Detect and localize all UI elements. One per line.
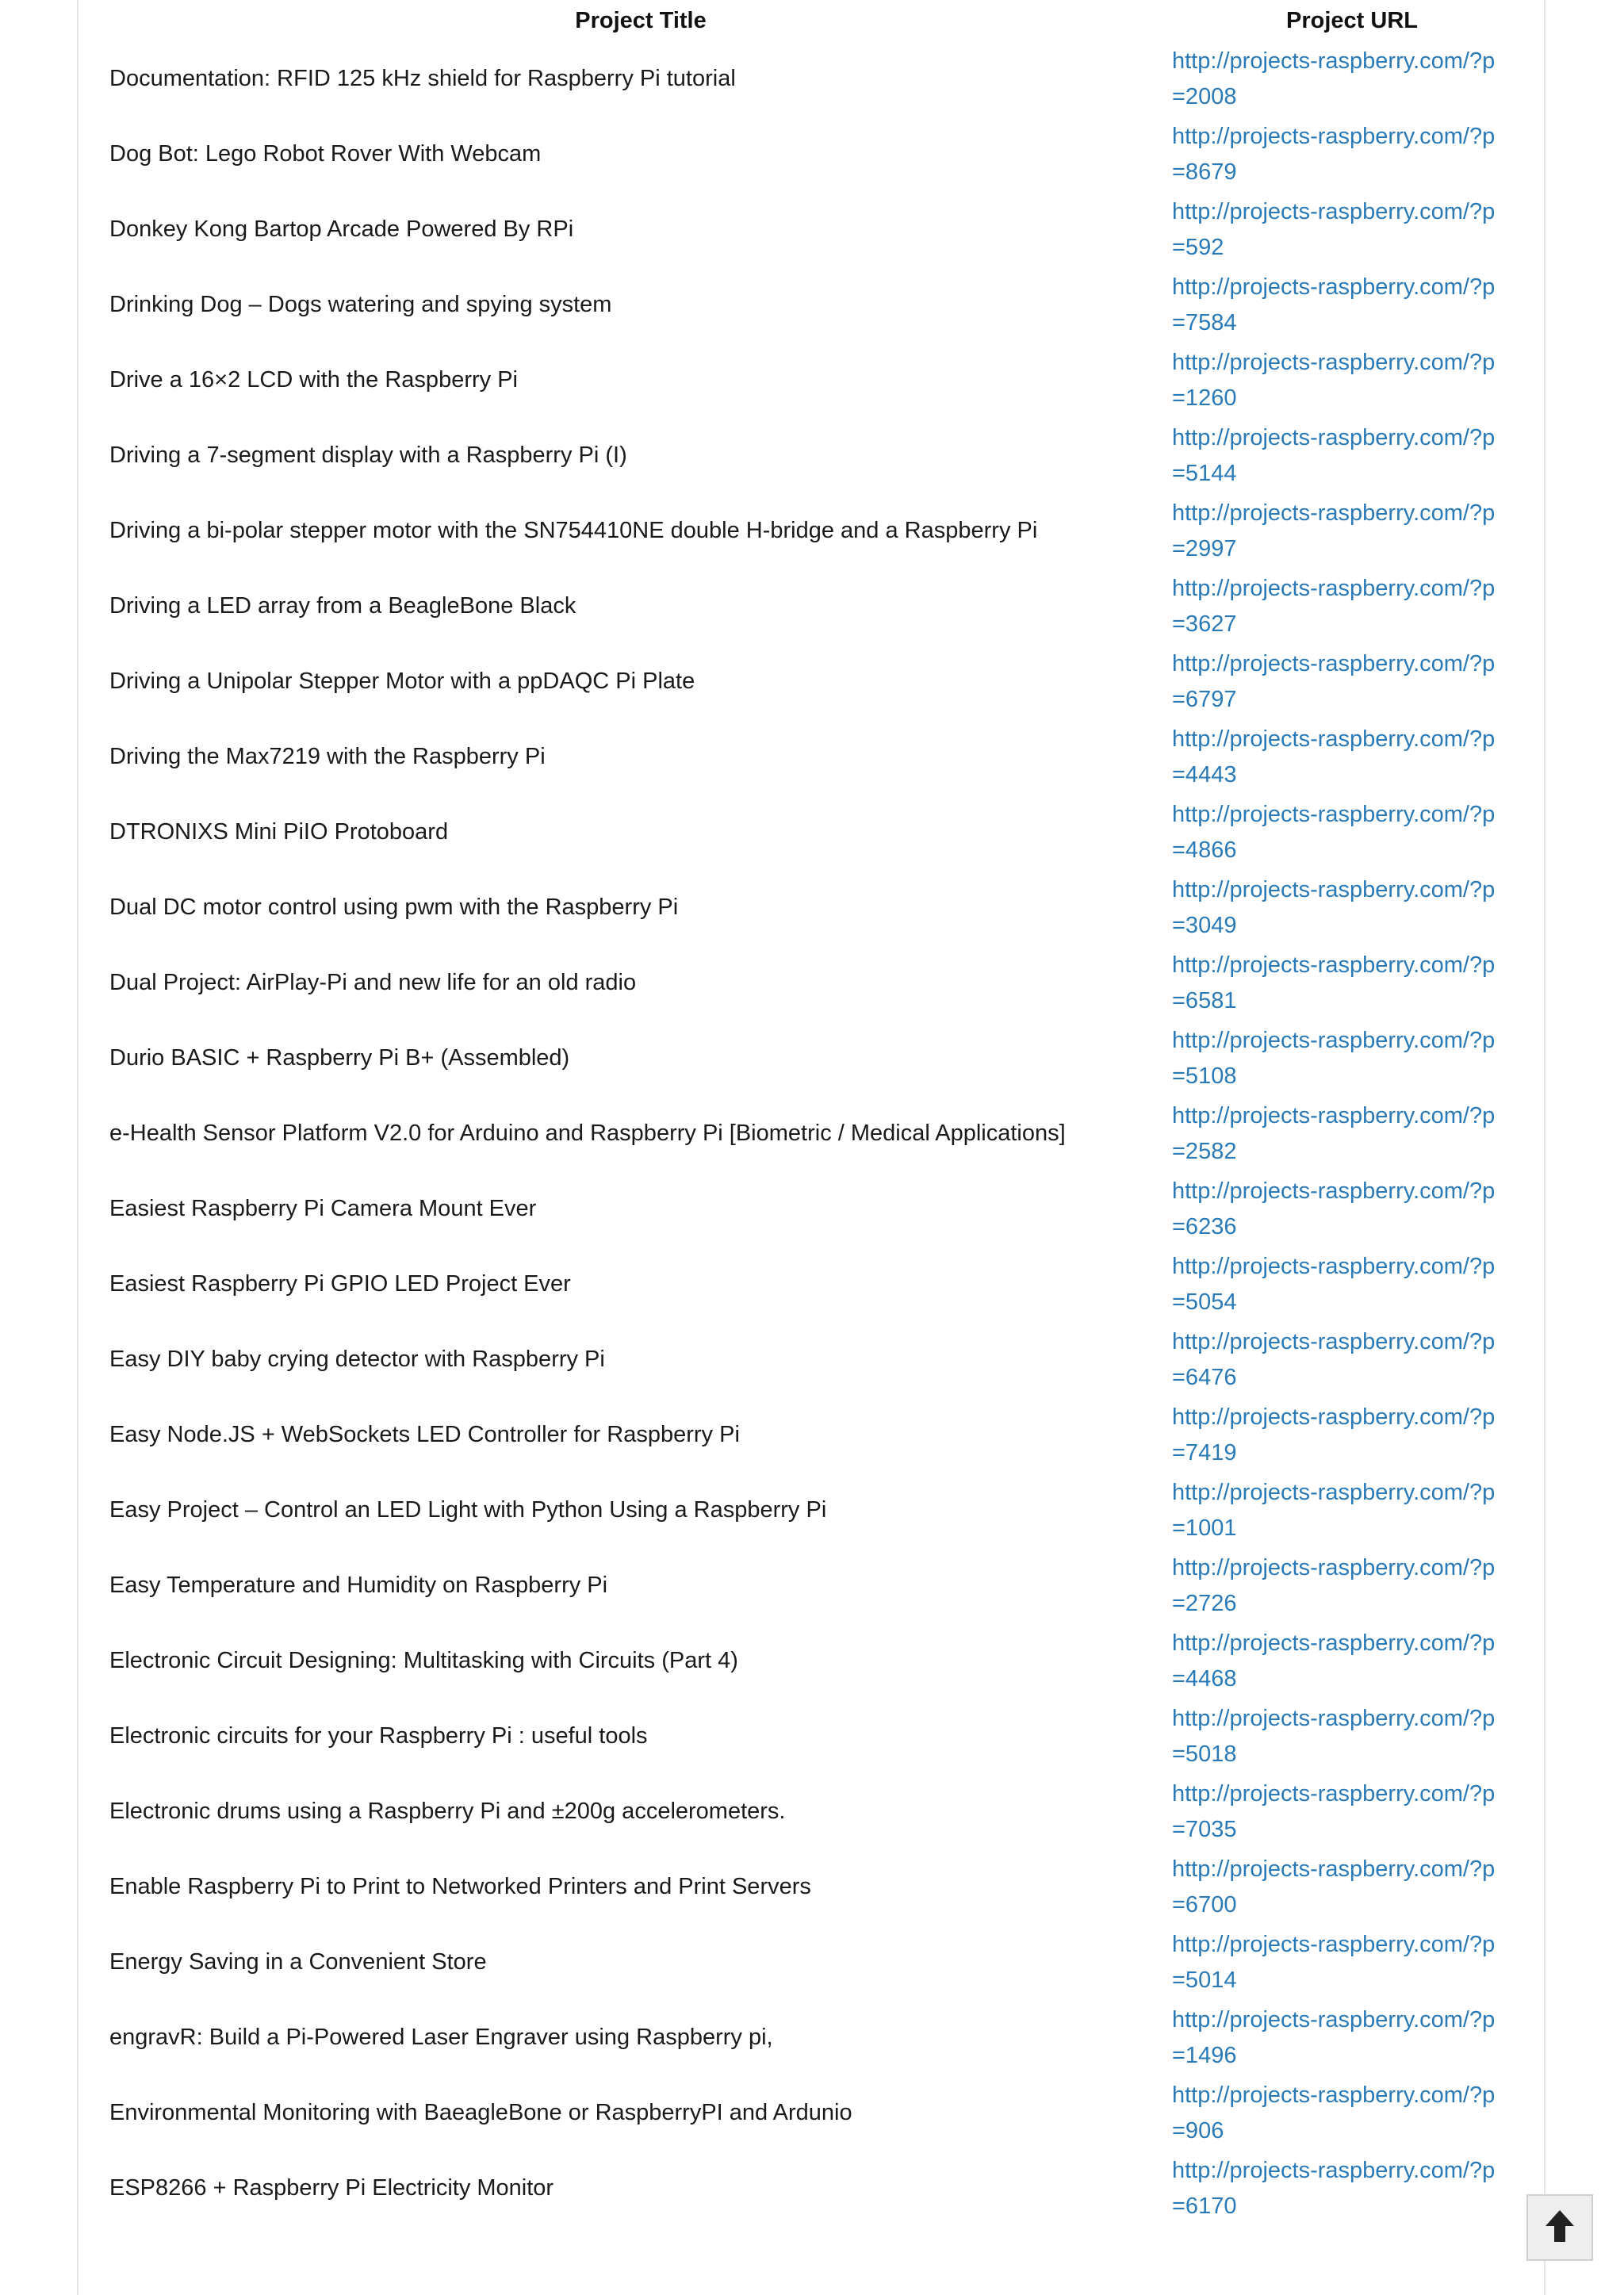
arrow-up-icon [1544,2209,1576,2247]
project-url-link[interactable]: http://projects-raspberry.com/?p=6700 [1172,1856,1496,1918]
table-body [109,41,1532,2226]
project-url-link[interactable]: http://projects-raspberry.com/?p=5108 [1172,1027,1496,1089]
project-url-link[interactable]: http://projects-raspberry.com/?p=4468 [1172,1630,1496,1692]
table-row [109,1397,1532,1473]
project-title: Easy Temperature and Humidity on Raspberry Pi [109,1573,608,1598]
project-title: Driving a Unipolar Stepper Motor with a ppDAQC Pi Plate [109,669,695,694]
project-title: Driving a LED array from a BeagleBone Black [109,593,576,619]
table-row [109,2151,1532,2226]
project-url-link[interactable]: http://projects-raspberry.com/?p=2582 [1172,1102,1496,1164]
table-row [109,1623,1532,1699]
project-title: Driving the Max7219 with the Raspberry Pi [109,744,546,769]
project-url-link[interactable]: http://projects-raspberry.com/?p=5144 [1172,424,1496,486]
project-title: Easiest Raspberry Pi Camera Mount Ever [109,1196,537,1221]
project-title: Electronic circuits for your Raspberry Pi : useful tools [109,1723,648,1749]
table-row [109,192,1532,267]
table-row [109,1548,1532,1623]
project-title: engravR: Build a Pi-Powered Laser Engraver using Raspberry pi, [109,2025,773,2050]
project-url-link[interactable]: http://projects-raspberry.com/?p=592 [1172,198,1496,260]
project-title: Driving a 7-segment display with a Raspberry Pi (I) [109,443,627,468]
table-row [109,2075,1532,2151]
project-title: Driving a bi-polar stepper motor with the SN754410NE double H-bridge and a Raspberry Pi [109,518,1038,543]
project-url-link[interactable]: http://projects-raspberry.com/?p=5054 [1172,1253,1496,1315]
project-url-link[interactable]: http://projects-raspberry.com/?p=5014 [1172,1931,1496,1993]
project-url-link[interactable]: http://projects-raspberry.com/?p=1001 [1172,1479,1496,1541]
project-title: Dog Bot: Lego Robot Rover With Webcam [109,141,542,167]
table-row [109,267,1532,343]
project-url-link[interactable]: http://projects-raspberry.com/?p=2008 [1172,48,1496,109]
table-row [109,343,1532,418]
project-url-link[interactable]: http://projects-raspberry.com/?p=4866 [1172,801,1496,863]
table-row [109,1096,1532,1171]
project-title: Easy DIY baby crying detector with Raspberry Pi [109,1347,605,1372]
table-row [109,870,1532,945]
project-title: Dual DC motor control using pwm with the Raspberry Pi [109,895,679,920]
table-row [109,1247,1532,1322]
project-url-link[interactable]: http://projects-raspberry.com/?p=2997 [1172,500,1496,561]
project-title: e-Health Sensor Platform V2.0 for Arduino and Raspberry Pi [Biometric / Medical Applications] [109,1121,1066,1146]
project-title: Drive a 16×2 LCD with the Raspberry Pi [109,367,518,393]
project-url-link[interactable]: http://projects-raspberry.com/?p=8679 [1172,123,1496,185]
scroll-to-top-button[interactable] [1526,2194,1593,2261]
table-row [109,719,1532,795]
column-header-title[interactable]: Project Title [575,7,707,33]
page-content [77,0,1545,2295]
table-row [109,644,1532,719]
project-url-link[interactable]: http://projects-raspberry.com/?p=4443 [1172,726,1496,787]
project-title: Easiest Raspberry Pi GPIO LED Project Ever [109,1271,571,1297]
table-row [109,41,1532,117]
project-url-link[interactable]: http://projects-raspberry.com/?p=906 [1172,2082,1496,2144]
project-title: Donkey Kong Bartop Arcade Powered By RPi [109,216,574,242]
project-url-link[interactable]: http://projects-raspberry.com/?p=5018 [1172,1705,1496,1767]
project-url-link[interactable]: http://projects-raspberry.com/?p=7419 [1172,1404,1496,1466]
project-title: ESP8266 + Raspberry Pi Electricity Monitor [109,2175,554,2201]
column-header-url[interactable]: Project URL [1286,7,1418,33]
project-title: Durio BASIC + Raspberry Pi B+ (Assembled) [109,1045,570,1071]
project-url-link[interactable]: http://projects-raspberry.com/?p=3627 [1172,575,1496,637]
project-title: Documentation: RFID 125 kHz shield for Raspberry Pi tutorial [109,66,736,91]
table-row [109,1473,1532,1548]
table-row [109,1849,1532,1925]
project-title: DTRONIXS Mini PiIO Protoboard [109,819,449,845]
table-row [109,418,1532,493]
project-title: Dual Project: AirPlay-Pi and new life for an old radio [109,970,637,995]
project-url-link[interactable]: http://projects-raspberry.com/?p=6236 [1172,1178,1496,1239]
project-url-link[interactable]: http://projects-raspberry.com/?p=7584 [1172,274,1496,335]
table-row [109,945,1532,1021]
project-title: Environmental Monitoring with BaeagleBone or RaspberryPI and Ardunio [109,2100,852,2125]
project-title: Enable Raspberry Pi to Print to Networked Printers and Print Servers [109,1874,811,1899]
table-row [109,493,1532,569]
project-title: Electronic drums using a Raspberry Pi and ±200g accelerometers. [109,1799,786,1824]
table-row [109,2000,1532,2075]
table-row [109,117,1532,192]
table-row [109,1322,1532,1397]
project-url-link[interactable]: http://projects-raspberry.com/?p=2726 [1172,1554,1496,1616]
project-title: Easy Project – Control an LED Light with Python Using a Raspberry Pi [109,1497,827,1523]
project-url-link[interactable]: http://projects-raspberry.com/?p=1496 [1172,2006,1496,2068]
table-row [109,1925,1532,2000]
project-url-link[interactable]: http://projects-raspberry.com/?p=3049 [1172,876,1496,938]
project-url-link[interactable]: http://projects-raspberry.com/?p=6797 [1172,650,1496,712]
table-row [109,1171,1532,1247]
project-url-link[interactable]: http://projects-raspberry.com/?p=6170 [1172,2157,1496,2219]
project-title: Drinking Dog – Dogs watering and spying system [109,292,612,317]
project-title: Electronic Circuit Designing: Multitasking with Circuits (Part 4) [109,1648,738,1673]
table-row [109,795,1532,870]
project-url-link[interactable]: http://projects-raspberry.com/?p=1260 [1172,349,1496,411]
project-title: Energy Saving in a Convenient Store [109,1949,487,1975]
table-header-row [109,0,1532,41]
project-title: Easy Node.JS + WebSockets LED Controller for Raspberry Pi [109,1422,740,1447]
project-url-link[interactable]: http://projects-raspberry.com/?p=7035 [1172,1780,1496,1842]
project-url-link[interactable]: http://projects-raspberry.com/?p=6476 [1172,1328,1496,1390]
table-row [109,1699,1532,1774]
table-row [109,1774,1532,1849]
projects-table [109,0,1532,2226]
table-row [109,569,1532,644]
table-row [109,1021,1532,1096]
project-url-link[interactable]: http://projects-raspberry.com/?p=6581 [1172,952,1496,1013]
